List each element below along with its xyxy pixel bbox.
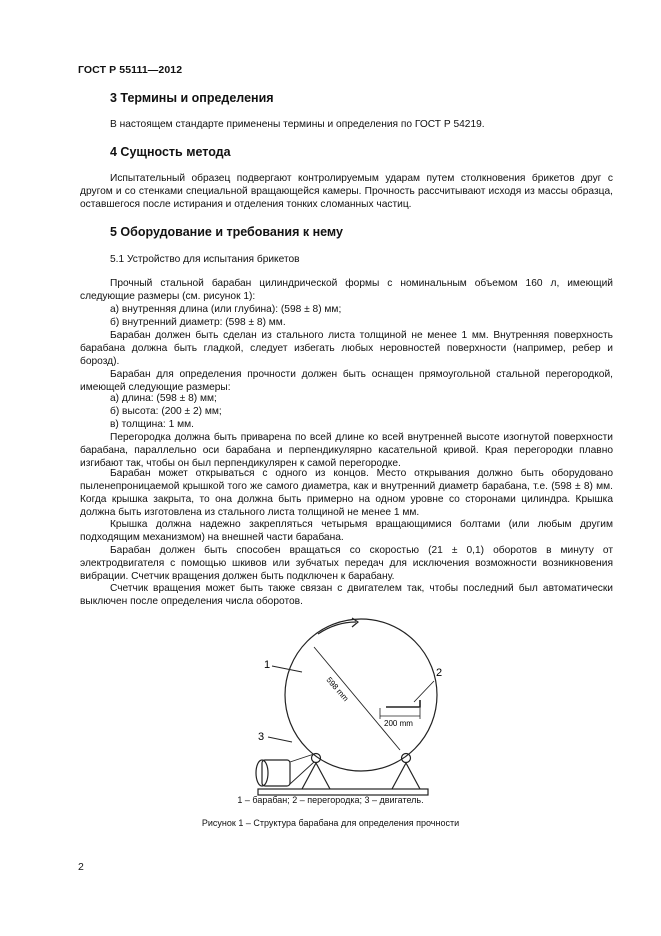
figure-label-3: 3 — [258, 731, 265, 743]
frame-right — [392, 763, 420, 789]
paragraph-rotation: Барабан должен быть способен вращаться со скоростью (21 ± 0,1) оборотов в минуту от электродвигателя с помощью шкивов или зубчатых передач для исключения возможности возникновения вибрации. Счетчик вращения должен быть подключен к барабану. — [80, 545, 613, 582]
paragraph-steel-sheet: Барабан должен быть сделан из стального листа толщиной не менее 1 мм. Внутренняя поверхность барабана должна быть гладкой, следует избегать любых неровностей поверхности (например, ребер и борозд). — [80, 330, 613, 367]
section-4-title: 4 Сущность метода — [110, 145, 231, 159]
leader-line-1 — [272, 666, 302, 672]
figure-label-1: 1 — [264, 659, 271, 671]
list-item-length: а) внутренняя длина (или глубина): (598 ± 8) мм; — [110, 304, 342, 315]
document-header: ГОСТ Р 55111—2012 — [78, 64, 183, 76]
list-item-diameter: б) внутренний диаметр: (598 ± 8) мм. — [110, 317, 286, 328]
drive-belt — [290, 754, 314, 784]
baffle-dimension-label: 200 mm — [384, 719, 413, 728]
section-5-title: 5 Оборудование и требования к нему — [110, 225, 343, 239]
figure-legend: 1 – барабан; 2 – перегородка; 3 – двигатель. — [237, 795, 424, 805]
list-item-baffle-thickness: в) толщина: 1 мм. — [110, 419, 194, 430]
subsection-5-1-title: 5.1 Устройство для испытания брикетов — [110, 254, 300, 265]
list-item-baffle-height: б) высота: (200 ± 2) мм; — [110, 406, 222, 417]
frame-left — [302, 763, 330, 789]
paragraph-counter: Счетчик вращения может быть также связан с двигателем так, чтобы последний был автоматически выключен после определения числа оборотов. — [80, 583, 613, 607]
rotation-arrow — [318, 622, 356, 634]
leader-line-2 — [414, 681, 434, 702]
figure-label-2: 2 — [436, 667, 443, 679]
paragraph-bolts: Крышка должна надежно закрепляться четырьмя вращающимися болтами (или любым другим подходящим механизмом) на внешней части барабана. — [80, 519, 613, 543]
paragraph-baffle: Барабан для определения прочности должен быть оснащен прямоугольной стальной перегородкой, имеющей следующие размеры: — [80, 369, 613, 393]
paragraph-drum: Прочный стальной барабан цилиндрической формы с номинальным объемом 160 л, имеющий следующие размеры (см. рисунок 1): — [80, 278, 613, 302]
diameter-label: 598 mm — [324, 675, 351, 704]
paragraph-lid: Барабан может открываться с одного из концов. Место открывания должно быть оборудовано пыленепроницаемой крышкой того же самого диаметра, как и внутренний диаметр барабана, т.е. (598 ± 8) мм. Когда крышка закрыта, то она должна быть примерно на одном уровне со сторонами цилиндра. Крышка должна быть изготовлена из стального листа толщиной не менее 1 мм. — [80, 468, 613, 518]
drum-figure — [236, 610, 466, 810]
diameter-line — [314, 647, 400, 750]
paragraph-welding: Перегородка должна быть приварена по всей длине ко всей внутренней высоте изогнутой поверхности барабана, параллельно оси барабана и перпендикулярно касательной кривой. Края перегородки плавно изгибают так, чтобы он был перпендикулярен к самой перегородке. — [80, 432, 613, 469]
figure-caption: Рисунок 1 – Структура барабана для определения прочности — [201, 818, 460, 828]
drum-circle — [285, 619, 437, 771]
section-4-text: Испытательный образец подвергают контролируемым ударам путем столкновения брикетов друг с другом и со стенками специальной вращающейся камеры. Прочность рассчитывают исходя из массы образца, оставшегося после истирания и отделения тонких сломанных частиц. — [80, 173, 613, 210]
list-item-baffle-length: а) длина: (598 ± 8) мм; — [110, 393, 217, 404]
section-3-title: 3 Термины и определения — [110, 91, 274, 105]
page-number: 2 — [78, 861, 84, 873]
leader-line-3 — [268, 737, 292, 742]
section-3-text: В настоящем стандарте применены термины и определения по ГОСТ Р 54219. — [110, 119, 485, 130]
